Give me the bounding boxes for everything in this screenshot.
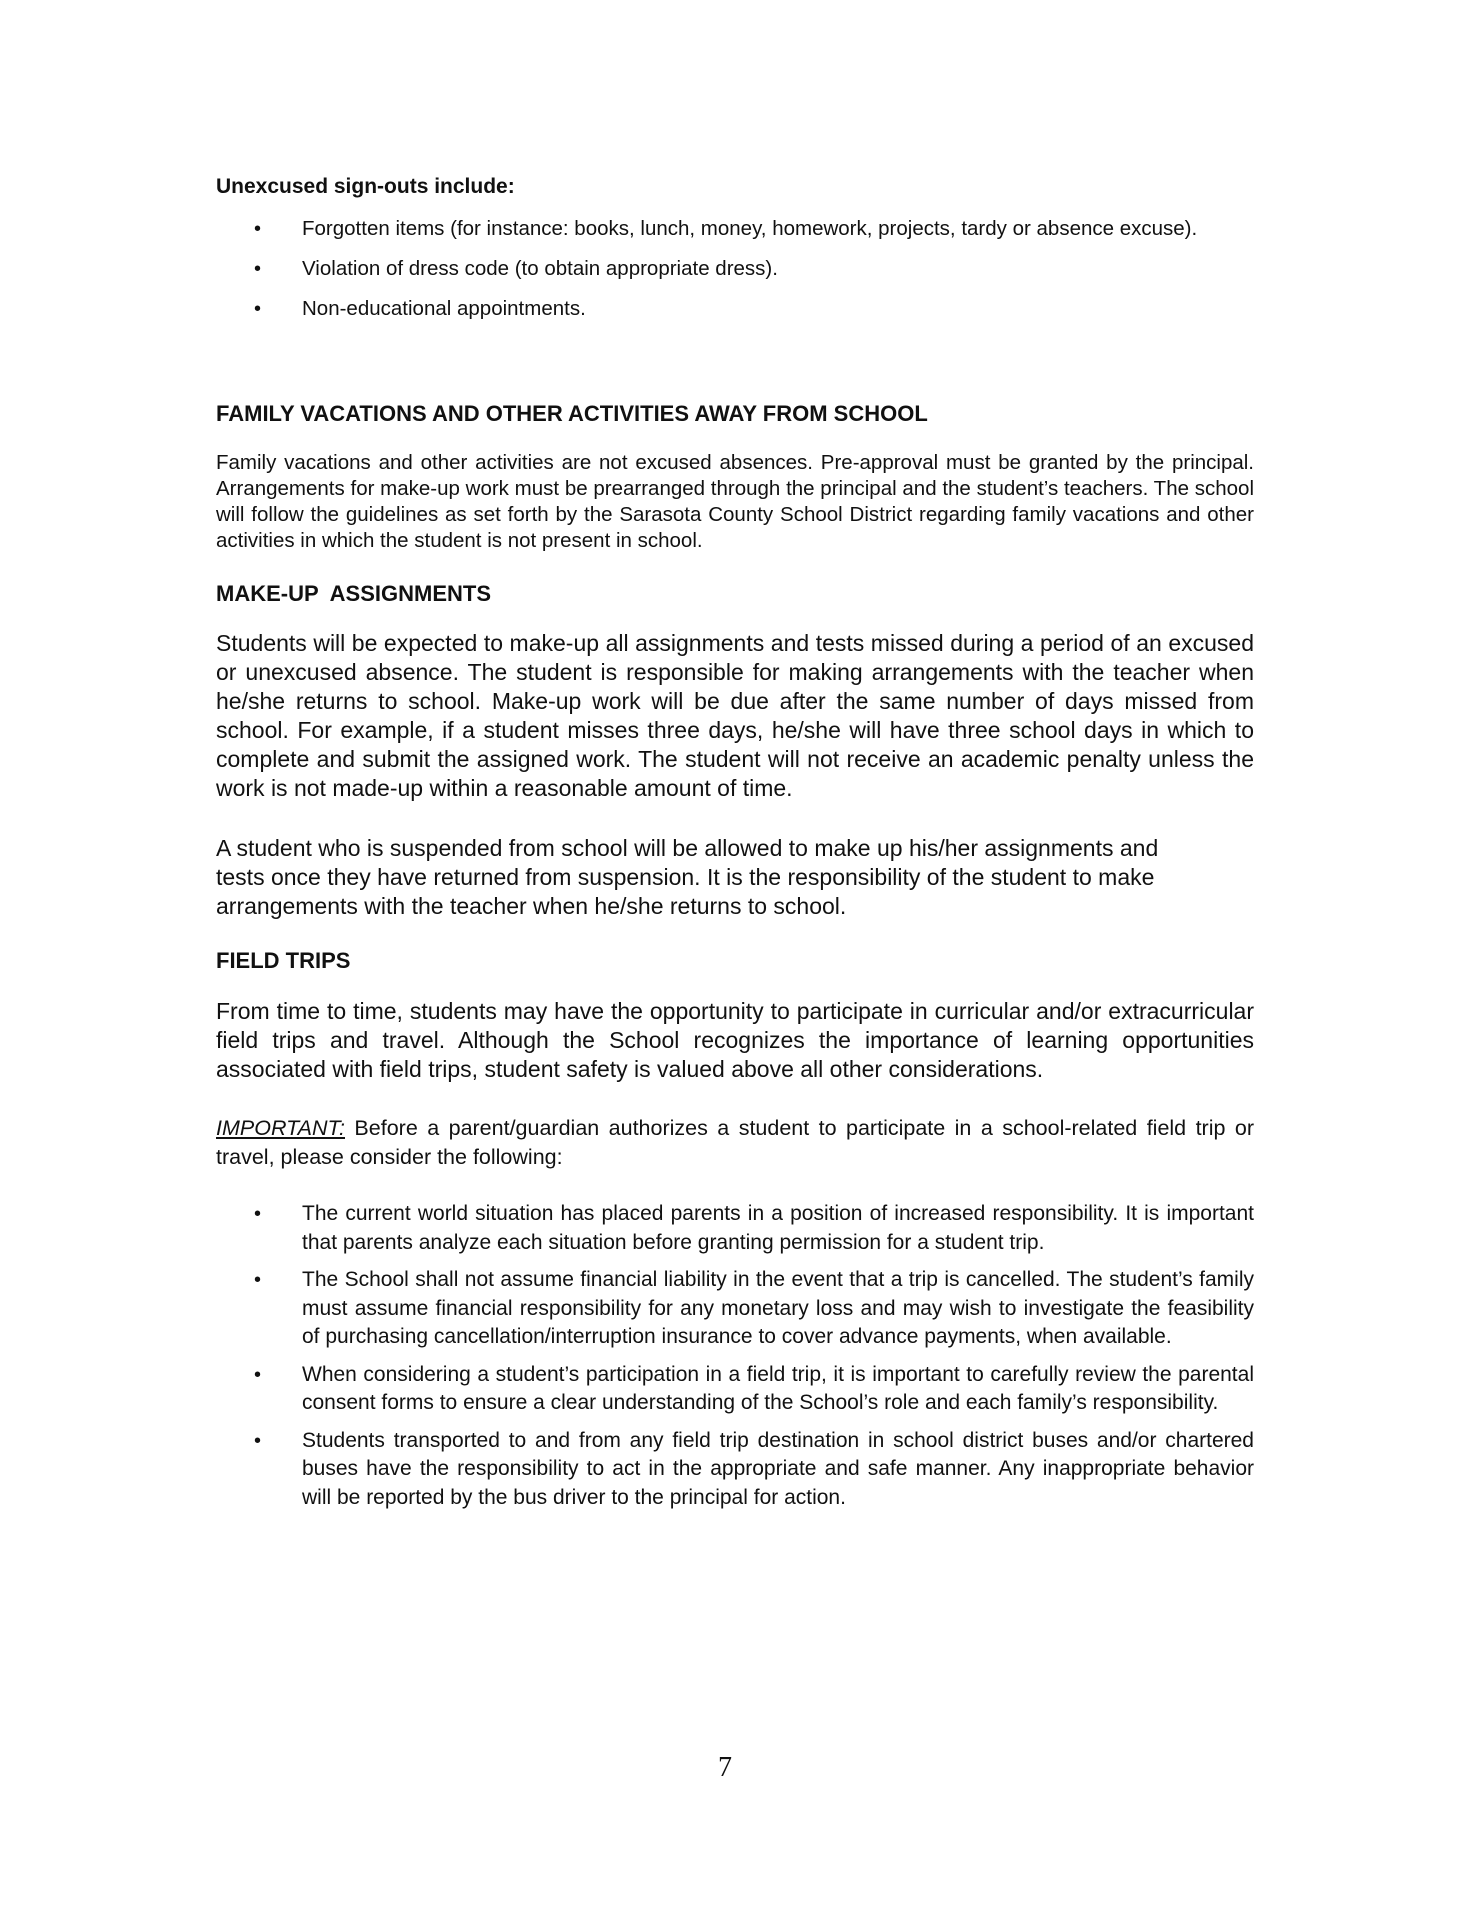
field-trips-paragraph: From time to time, students may have the opportunity to participate in curricular and/or extracurricular field trips and travel. Although the School recognizes the importance of learning opportunities associated with field trips, student safety is valued above all other considerations. — [216, 998, 1254, 1082]
unexcused-heading: Unexcused sign-outs include: — [216, 175, 515, 198]
bullet-icon: • — [254, 1363, 262, 1386]
list-item — [216, 296, 1254, 322]
family-vacations-paragraph: Family vacations and other activities are not excused absences. Pre-approval must be granted by the principal. Arrangements for make-up work must be prearranged through the principal and the student’s teachers. The school will follow the guidelines as set forth by the Sarasota County School District regarding family vacations and other activities in which the student is not present in school. — [216, 451, 1254, 552]
bullet-icon: • — [254, 1203, 262, 1225]
important-paragraph — [216, 1114, 1254, 1172]
field-trips-heading: FIELD TRIPS — [216, 948, 351, 973]
suspension-paragraph: A student who is suspended from school will be allowed to make up his/her assignments and tests once they have returned from suspension. It is the responsibility of the student to make arrangements with the teacher when he/she returns to school. — [216, 835, 1159, 919]
bullet-icon: • — [254, 218, 262, 240]
bullet-icon: • — [254, 258, 262, 280]
list-item — [216, 216, 1254, 242]
makeup-paragraph: Students will be expected to make-up all assignments and tests missed during a period of an excused or unexcused absence. The student is responsible for making arrangements with the teacher when he/she returns to school. Make-up work will be due after the same number of days missed from school. For example, if a student misses three days, he/she will have three school days in which to complete and submit the assigned work. The student will not receive an academic penalty unless the work is not made-up within a reasonable amount of time. — [216, 630, 1254, 801]
important-text: Before a parent/guardian authorizes a student to participate in a school-related field trip or travel, please consider the following: — [216, 1116, 1254, 1169]
makeup-heading: MAKE-UP ASSIGNMENTS — [216, 581, 492, 606]
list-item-text: Violation of dress code (to obtain appropriate dress). — [302, 257, 778, 280]
list-item-text: The current world situation has placed parents in a position of increased responsibility. It is important that parents analyze each situation before granting permission for a student trip. — [302, 1202, 1254, 1254]
bullet-icon: • — [254, 1429, 262, 1452]
family-vacations-heading: FAMILY VACATIONS AND OTHER ACTIVITIES AWAY FROM SCHOOL — [216, 401, 928, 426]
page-number: 7 — [718, 1752, 732, 1783]
list-item-text: Students transported to and from any field trip destination in school district buses and/or chartered buses have the responsibility to act in the appropriate and safe manner. Any inappropriate behavior will be reported by the bus driver to the principal for action. — [302, 1428, 1254, 1509]
list-item-text: Forgotten items (for instance: books, lunch, money, homework, projects, tardy or absence excuse). — [302, 217, 1198, 240]
list-item — [216, 1266, 1254, 1352]
bullet-icon: • — [254, 298, 262, 320]
list-item-text: The School shall not assume financial liability in the event that a trip is cancelled. The student’s family must assume financial responsibility for any monetary loss and may wish to investigate the feasibility of purchasing cancellation/interruption insurance to cover advance payments, when available. — [302, 1268, 1254, 1348]
list-item — [216, 1361, 1254, 1418]
bullet-icon: • — [254, 1269, 262, 1291]
list-item-text: When considering a student’s participation in a field trip, it is important to carefully review the parental consent forms to ensure a clear understanding of the School’s role and each family’s responsibility. — [302, 1362, 1254, 1414]
field-trip-considerations-list — [216, 1200, 1254, 1521]
list-item-text: Non-educational appointments. — [302, 297, 586, 320]
list-item — [216, 1427, 1254, 1513]
important-label: IMPORTANT: — [216, 1116, 345, 1140]
list-item — [216, 256, 1254, 282]
unexcused-list — [216, 216, 1254, 336]
list-item — [216, 1200, 1254, 1257]
